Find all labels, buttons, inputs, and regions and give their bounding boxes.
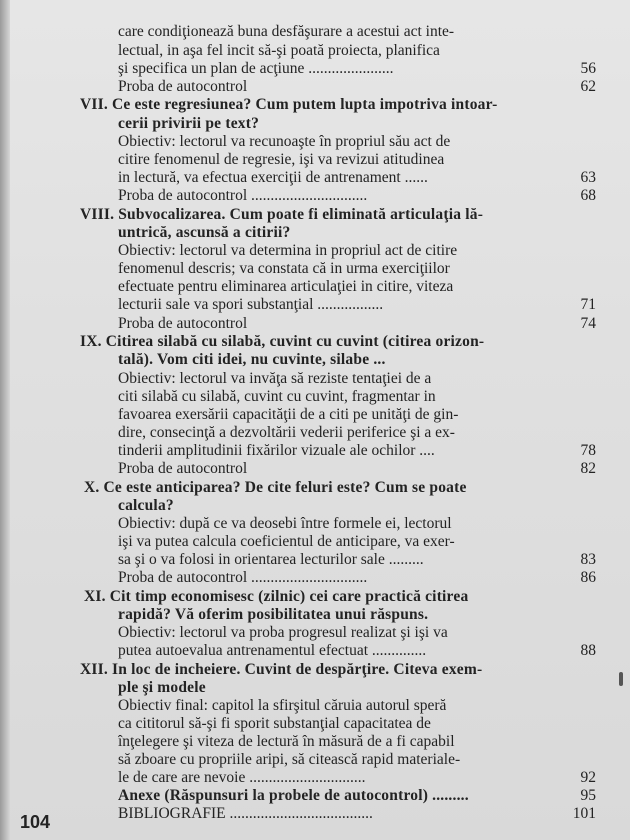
toc-text-line: fenomenul descris; va constata că in urma exerciţiilor bbox=[118, 260, 450, 277]
toc-text-line: favoarea exersării capacităţii de a citi pe unităţi de gin- bbox=[118, 406, 459, 423]
toc-page-ref: 83 bbox=[580, 551, 596, 568]
toc-page-ref: 56 bbox=[580, 60, 596, 77]
toc-heading-line: rapidă? Vă oferim posibilitatea unui răspuns. bbox=[118, 606, 429, 623]
toc-text-line: să zboare cu propriile aripi, să citească rapid materiale- bbox=[118, 751, 461, 768]
toc-page-ref: 78 bbox=[580, 442, 596, 459]
toc-text-line: Proba de autocontrol bbox=[118, 315, 248, 332]
toc-heading-line: VIII. Subvocalizarea. Cum poate fi eliminată articulaţia lă- bbox=[80, 206, 484, 223]
toc-page-ref: 62 bbox=[580, 78, 596, 95]
toc-page-ref: 88 bbox=[580, 642, 596, 659]
toc-text-line: lecturii sale va spori substanţial ................. bbox=[118, 296, 384, 313]
toc-text-line: in lectură, va efectua exerciţii de antrenament ...... bbox=[118, 169, 428, 186]
toc-text-line: BIBLIOGRAFIE ..................................... bbox=[118, 805, 373, 822]
toc-heading-line: untrică, ascunsă a citirii? bbox=[118, 224, 291, 241]
toc-heading-line: calcula? bbox=[118, 497, 174, 514]
toc-heading-line: XI. Cit timp economisesc (zilnic) cei care practică citirea bbox=[84, 588, 469, 605]
toc-page-ref: 92 bbox=[580, 769, 596, 786]
toc-text-line: Proba de autocontrol .............................. bbox=[118, 569, 368, 586]
toc-heading-line: Anexe (Răspunsuri la probele de autocontrol) ......... bbox=[118, 787, 469, 804]
toc-page-ref: 101 bbox=[572, 805, 596, 822]
toc-text-line: Obiectiv: lectorul va recunoaşte în propriul său act de bbox=[118, 133, 451, 150]
toc-text-line: putea autoevalua antrenamentul efectuat .............. bbox=[118, 642, 427, 659]
toc-text-line: care condiţionează buna desfăşurare a acestui act inte- bbox=[118, 23, 455, 40]
toc-heading-line: VII. Ce este regresiunea? Cum putem lupta impotriva intoar- bbox=[80, 96, 498, 113]
toc-page-ref: 74 bbox=[580, 315, 596, 332]
toc-text-line: Proba de autocontrol .............................. bbox=[118, 187, 368, 204]
toc-heading-line: cerii privirii pe text? bbox=[118, 115, 260, 132]
toc-text-line: citi silabă cu silabă, cuvint cu cuvint, fragmentar in bbox=[118, 388, 436, 405]
toc-heading-line: X. Ce este anticiparea? De cite feluri este? Cum se poate bbox=[84, 479, 467, 496]
toc-text-line: Obiectiv: lectorul va determina in propriul act de citire bbox=[118, 242, 458, 259]
toc-text-line: le de care are nevoie .............................. bbox=[118, 769, 366, 786]
toc-heading-line: ple şi modele bbox=[118, 679, 206, 696]
toc-text-line: sa şi o va folosi in orientarea lecturilor sale ......... bbox=[118, 551, 424, 568]
page-number: 104 bbox=[20, 812, 51, 832]
toc-page-ref: 63 bbox=[580, 169, 596, 186]
toc-text-line: Obiectiv: după ce va deosebi între formele ei, lectorul bbox=[118, 515, 452, 532]
toc-text-line: înţelegere şi viteza de lectură în măsură de a fi capabil bbox=[118, 733, 455, 750]
toc-heading-line: XII. In loc de incheiere. Cuvint de despărţire. Citeva exem- bbox=[80, 661, 483, 678]
toc-text-line: Proba de autocontrol bbox=[118, 78, 248, 95]
toc-text-line: lectual, in aşa fel incit să-şi poată proiecta, planifica bbox=[118, 42, 440, 59]
toc-text-line: şi specifica un plan de acţiune ...................... bbox=[118, 60, 394, 77]
toc-text-line: işi va putea calcula coeficientul de anticipare, va exer- bbox=[118, 533, 455, 550]
toc-heading-line: IX. Citirea silabă cu silabă, cuvint cu cuvint (citirea orizon- bbox=[80, 333, 485, 350]
toc-text-line: Obiectiv: lectorul va invăţa să reziste tentaţiei de a bbox=[118, 370, 432, 387]
toc-text-line: dire, consecinţă a dezvoltării vederii periferice şi a ex- bbox=[118, 424, 455, 441]
toc-text-line: citire fenomenul de regresie, işi va revizui atitudinea bbox=[118, 151, 445, 168]
toc-text-line: Obiectiv final: capitol la sfirşitul căruia autorul speră bbox=[118, 697, 447, 714]
toc-page-ref: 95 bbox=[580, 787, 596, 804]
toc-text-line: tinderii amplitudinii fixărilor vizuale ale ochilor .... bbox=[118, 442, 435, 459]
toc-text-line: ca cititorul să-şi fi sporit substanţial capacitatea de bbox=[118, 715, 431, 732]
toc-text-line: Proba de autocontrol bbox=[118, 460, 248, 477]
toc-page-ref: 86 bbox=[580, 569, 596, 586]
toc-page-ref: 71 bbox=[580, 296, 596, 313]
toc-page-ref: 82 bbox=[580, 460, 596, 477]
toc-heading-line: tală). Vom citi idei, nu cuvinte, silabe ... bbox=[118, 351, 386, 368]
toc-text-line: efectuate pentru eliminarea articulaţiei in citire, viteza bbox=[118, 278, 454, 295]
toc-text-line: Obiectiv: lectorul va proba progresul realizat şi işi va bbox=[118, 624, 448, 641]
margin-mark bbox=[619, 672, 623, 686]
toc-page-ref: 68 bbox=[580, 187, 596, 204]
